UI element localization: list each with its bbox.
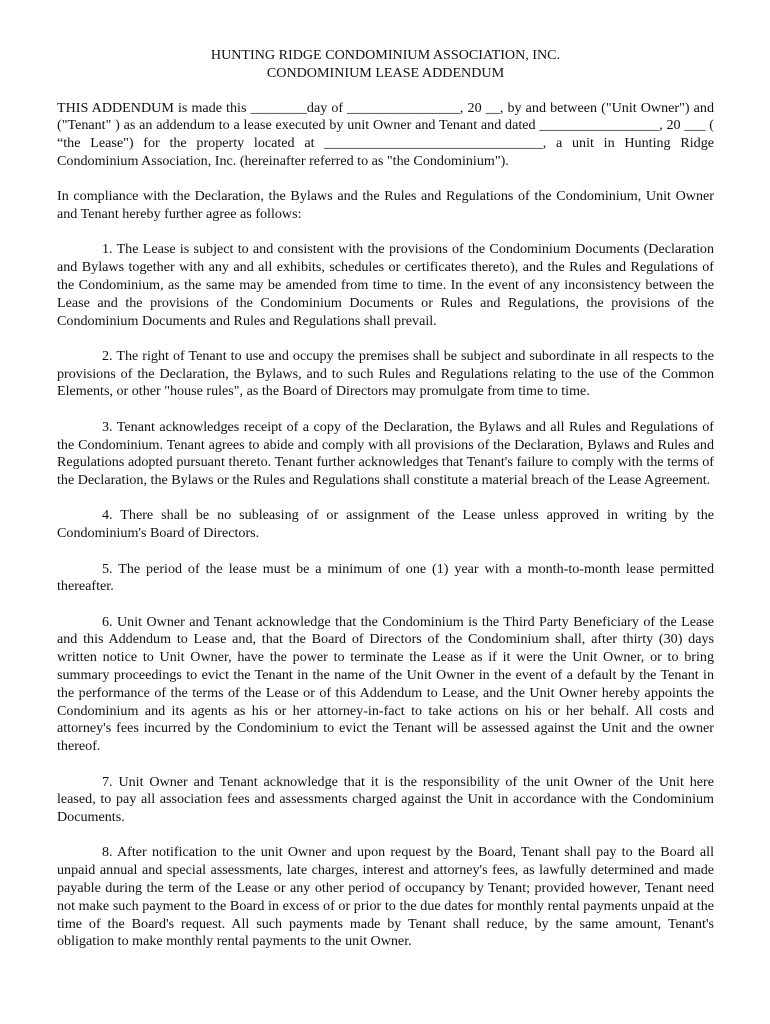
clause-2: 2. The right of Tenant to use and occupy the premises shall be subject and subordinate in all respects to the provisions of the Declaration, the Bylaws, and to such Rules and Regulations relating to the use of the Common Elements, or other "house rules", as the Board of Directors may promulgate from time to time. (57, 347, 714, 400)
clause-3: 3. Tenant acknowledges receipt of a copy of the Declaration, the Bylaws and all Rules and Regulations of the Condominium. Tenant agrees to abide and comply with all provisions of the Declaration, Bylaws and Rules and Regulations adopted pursuant thereto. Tenant further acknowledges that Tenant's failure to comply with the terms of the Declaration, the Bylaws or the Rules and Regulations shall constitute a material breach of the Lease Agreement. (57, 418, 714, 489)
clause-1: 1. The Lease is subject to and consistent with the provisions of the Condominium Documents (Declaration and Bylaws together with any and all exhibits, schedules or certificates thereto), and the Rules and Regulations of the Condominium, as the same may be amended from time to time. In the event of any inconsistency between the Lease and the provisions of the Condominium Documents or Rules and Regulations, the provisions of the Condominium Documents and Rules and Regulations shall prevail. (57, 241, 714, 329)
document-title (57, 47, 714, 83)
clause-5: 5. The period of the lease must be a minimum of one (1) year with a month-to-month lease permitted thereafter. (57, 560, 714, 595)
title-line-addendum: CONDOMINIUM LEASE ADDENDUM (266, 64, 505, 81)
compliance-paragraph: In compliance with the Declaration, the Bylaws and the Rules and Regulations of the Condominium, Unit Owner and Tenant hereby further agree as follows: (57, 188, 714, 223)
title-line-association: HUNTING RIDGE CONDOMINIUM ASSOCIATION, INC. (210, 47, 561, 63)
clause-6: 6. Unit Owner and Tenant acknowledge that the Condominium is the Third Party Beneficiary of the Lease and this Addendum to Lease and, that the Board of Directors of the Condominium shall, after thirty (30) days written notice to Unit Owner, have the power to terminate the Lease as if it were the Unit Owner, or to bring summary proceedings to evict the Tenant in the name of the Unit Owner in the event of a default by the Tenant in the performance of the terms of the Lease or of this Addendum to Lease, and the Unit Owner hereby appoints the Condominium and its agents as his or her attorney-in-fact to take actions on his or her behalf. All costs and attorney's fees incurred by the Condominium to evict the Tenant will be assessed against the Unit and the owner thereof. (57, 613, 714, 755)
clause-4: 4. There shall be no subleasing of or assignment of the Lease unless approved in writing by the Condominium's Board of Directors. (57, 507, 714, 542)
intro-paragraph: THIS ADDENDUM is made this ________day of ________________, 20 __, by and between ("Unit Owner") and ("Tenant" ) as an addendum to a lease executed by unit Owner and Tenant and dated _________________, 20 ___ ( “the Lease") for the property located at _______________________________, a unit in Hunting Ridge Condominium Association, Inc. (hereinafter referred to as "the Condominium"). (57, 99, 714, 169)
clause-7: 7. Unit Owner and Tenant acknowledge that it is the responsibility of the unit Owner of the Unit here leased, to pay all association fees and assessments charged against the Unit in accordance with the Condominium Documents. (57, 773, 714, 826)
clause-8: 8. After notification to the unit Owner and upon request by the Board, Tenant shall pay to the Board all unpaid annual and special assessments, late charges, interest and attorney's fees, as lawfully determined and made payable during the term of the Lease or any other period of occupancy by Tenant; provided however, Tenant need not make such payment to the Board in excess of or prior to the due dates for monthly rental payments unpaid at the time of the Board's request. All such payments made by Tenant shall reduce, by the same amount, Tenant's obligation to make monthly rental payments to the unit Owner. (57, 844, 714, 950)
document-page (57, 47, 714, 969)
